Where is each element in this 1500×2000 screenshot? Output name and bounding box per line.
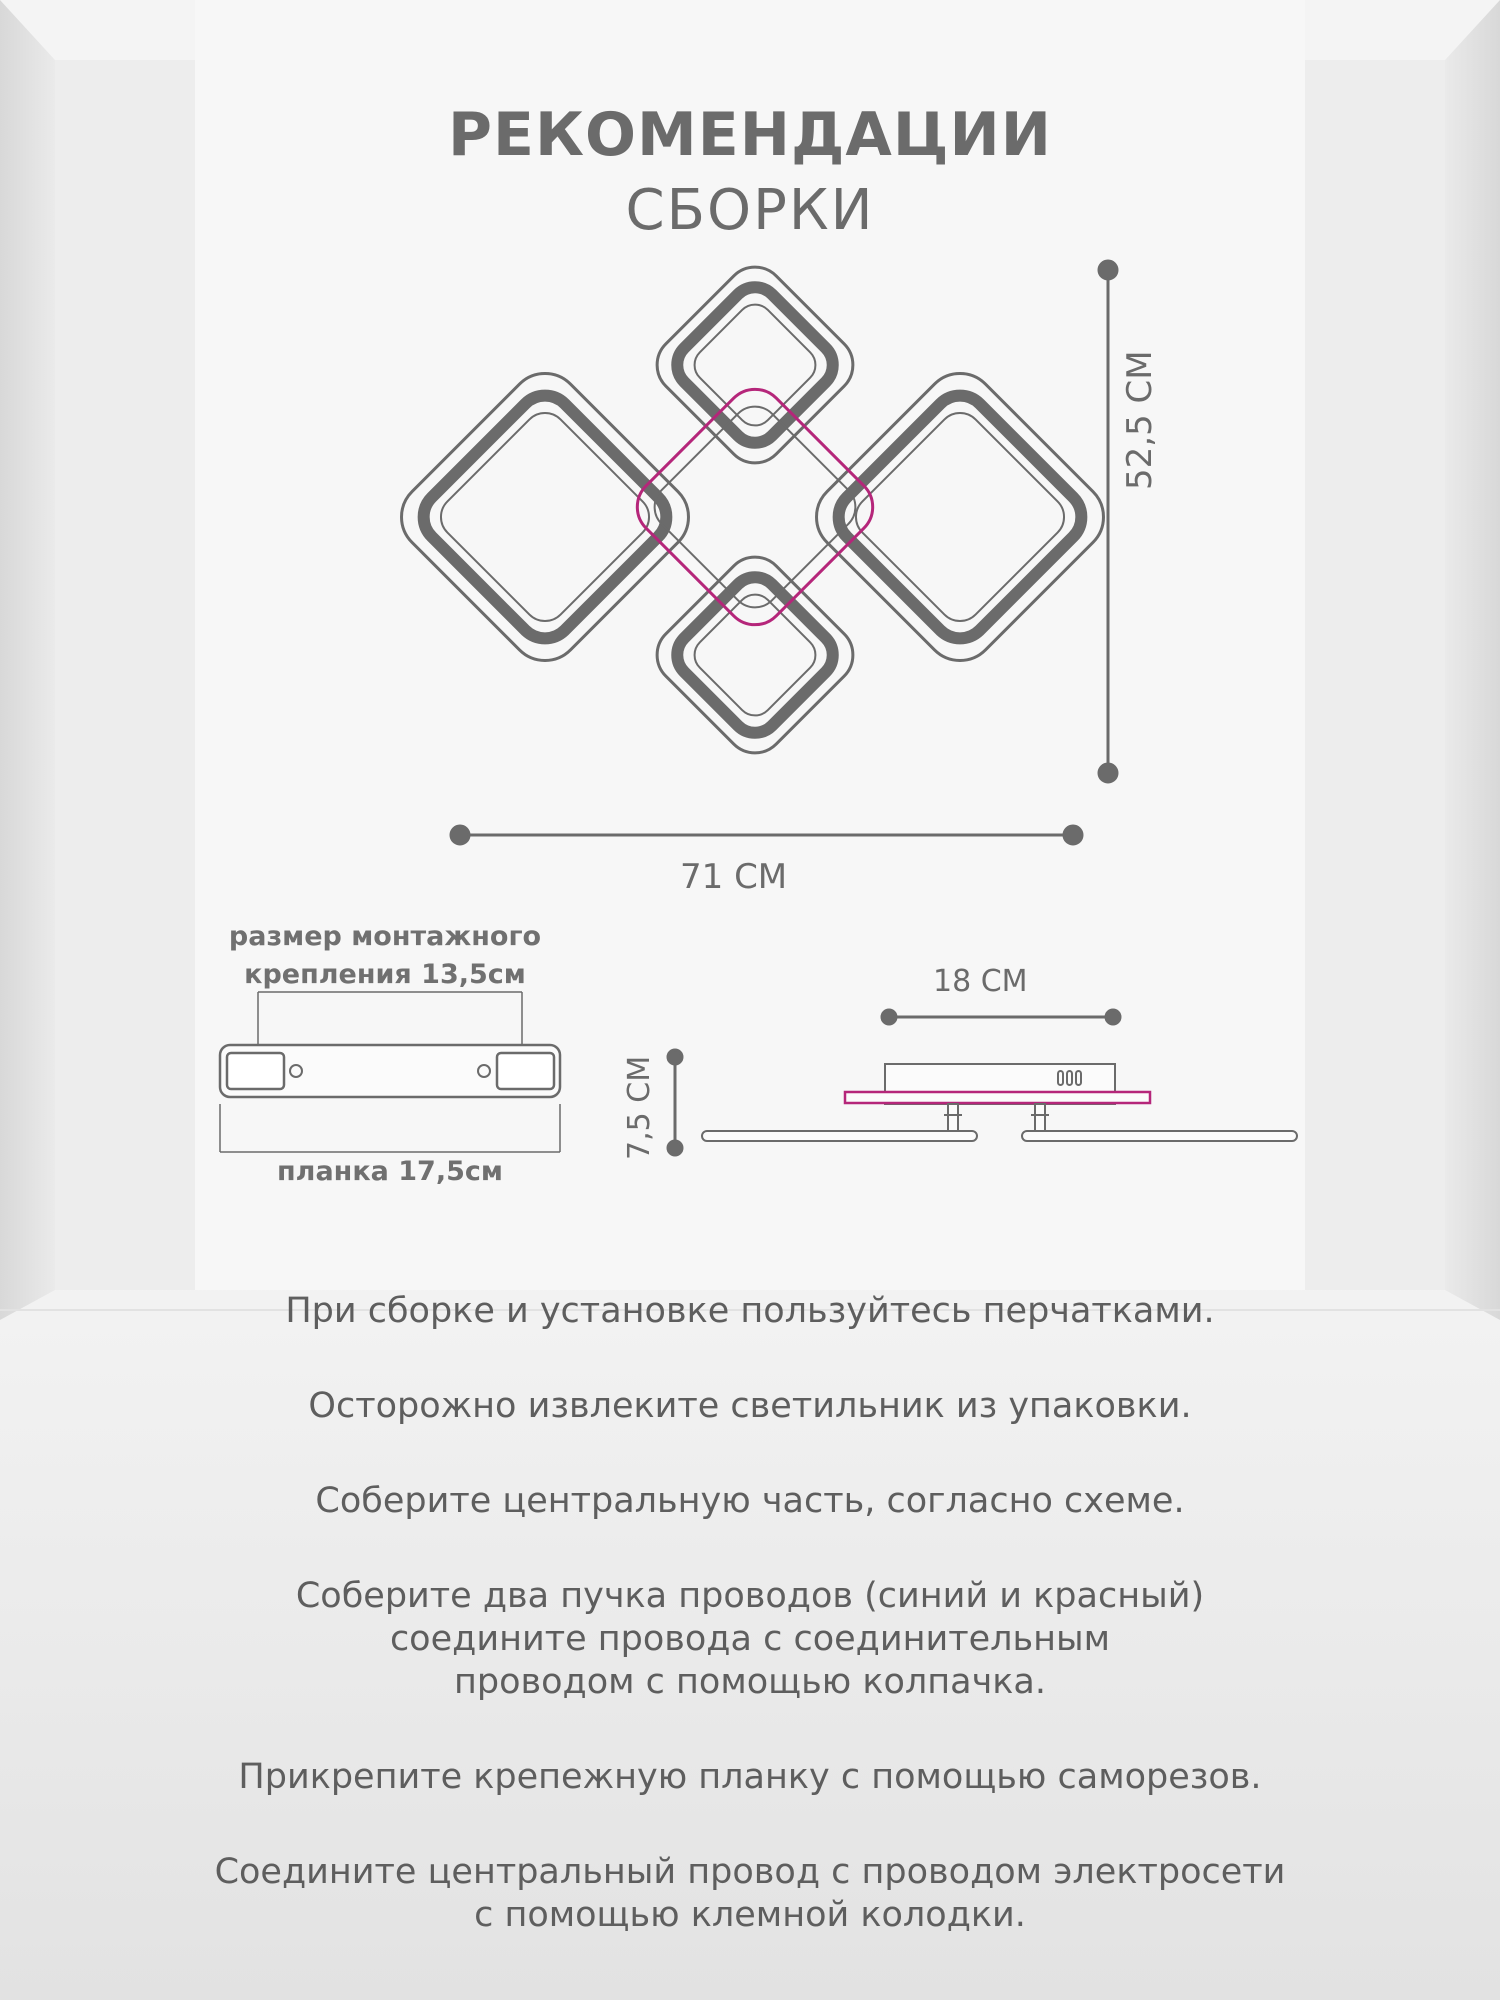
page-title: РЕКОМЕНДАЦИИ — [448, 100, 1052, 170]
bar-size-label: планка 17,5см — [277, 1156, 503, 1187]
width-dimension-label: 71 СМ — [680, 857, 788, 897]
instruction-item: Соберите центральную часть, согласно схеме. — [315, 1481, 1185, 1521]
instruction-item: Соедините центральный провод с проводом электросети с помощью клемной колодки. — [214, 1852, 1286, 1935]
dimension-depth — [668, 1050, 682, 1155]
height-dimension-label: 52,5 СМ — [1120, 350, 1160, 490]
lamp-center-plate-side — [845, 1092, 1150, 1103]
lamp-arm-right-side — [1022, 1131, 1297, 1141]
instruction-item: Осторожно извлеките светильник из упаковки. — [308, 1386, 1192, 1426]
page-subtitle: СБОРКИ — [625, 178, 875, 243]
instruction-item: Соберите два пучка проводов (синий и красный) соедините провода с соединительным проводом с помощью колпачка. — [295, 1576, 1205, 1702]
base-width-dimension-label: 18 СМ — [933, 964, 1028, 999]
dimension-base-width — [882, 1010, 1120, 1024]
instruction-item: При сборке и установке пользуйтесь перчатками. — [285, 1291, 1215, 1331]
mounting-size-label: размер монтажного крепления 13,5см — [228, 921, 542, 990]
depth-dimension-label: 7,5 СМ — [622, 1055, 657, 1160]
instruction-item: Прикрепите крепежную планку с помощью саморезов. — [238, 1757, 1262, 1797]
instructions-list — [100, 1290, 1400, 1989]
lamp-arm-left-side — [702, 1131, 977, 1141]
